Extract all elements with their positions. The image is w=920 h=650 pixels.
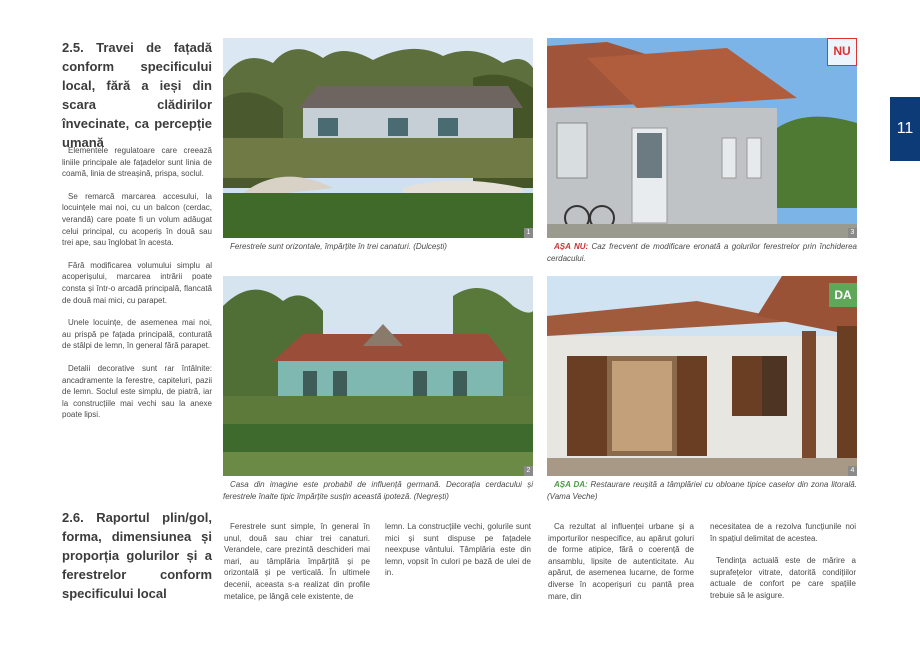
photo-number-badge: 1 <box>524 228 533 238</box>
caption-text: Caz frecvent de modificare eronată a golurilor ferestrelor prin închiderea cerdacului. <box>547 242 857 263</box>
paragraph: necesitatea de a rezolva funcțiunile noi în spațiul delimitat de acestea. <box>710 522 856 543</box>
photo-2 <box>223 276 533 476</box>
body-column-4 <box>710 521 856 613</box>
paragraph: Detalii decorative sunt rar întâlnite: ancadramente la ferestre, capiteluri, pazii de lemn. Soclul este simplu, de piatră, iar la construcțiile mai vechi sau la anexe poate lipsi. <box>62 363 212 420</box>
section-title-2-5: 2.5. Travei de fațadă conform specificului local, fără a ieși din scara clădirilor învecinate, ca percepție umană <box>62 40 212 150</box>
paragraph: Fără modificarea volumului simplu al acoperișului, marcarea intrării poate consta și într-o arcadă principală, flancată de două mai mici, cu parapet. <box>62 260 212 305</box>
paragraph: Ferestrele sunt simple, în general în unul, două sau chiar trei canaturi. Verandele, care prezintă deschideri mai mari, au tâmplăria împărțită și pe orizontală și pe verticală. În ultimele decenii, aceasta s-a realizat din profile metalice, pe lângă cele existente, de <box>224 522 370 601</box>
photo-3 <box>547 38 857 238</box>
nu-badge: NU <box>827 38 857 66</box>
page-number-tab: 11 <box>890 97 920 161</box>
da-badge: DA <box>829 283 857 307</box>
paragraph: Unele locuințe, de asemenea mai noi, au prispă pe fațada principală, conturată de stâlpi de lemn, în general fără parapet. <box>62 318 212 351</box>
photo-4-caption <box>547 479 857 502</box>
left-text-column <box>62 145 212 432</box>
caption-text: Restaurare reușită a tâmplăriei cu obloane tipice caselor din zona litorală. (Vama Veche) <box>547 480 857 501</box>
photo-2-caption: Casa din imagine este probabil de influență germană. Decorația cerdacului și ferestrele înalte tipic împărțite susțin această ipoteză. (Negrești) <box>223 480 533 501</box>
paragraph: Se remarcă marcarea accesului, la locuințele mai noi, cu un balcon (cerdac, verandă) care poate fi un volum adăugat celui principal, cu acoperiș în două sau trei ape, sau înglobat în acesta. <box>62 191 212 248</box>
photo-number-badge: 2 <box>524 466 533 476</box>
section-title-2-6: 2.6. Raportul plin/gol, forma, dimensiunea și proporția golurilor și a ferestrelor conform specificului local <box>62 510 212 601</box>
paragraph: Ca rezultat al influenței urbane și a importurilor nespecifice, au apărut goluri de forme atipice, fără o coerență de ansamblu, lipsite de autenticitate. Au apărut, de asemenea lucarne, de forme diverse în acoperișuri cu pantă prea mare, din <box>548 522 694 601</box>
paragraph: lemn. La construcțiile vechi, golurile sunt mici și sunt dispuse pe fațadele neexpuse vântului. Tâmplăria este din lemn, vopsit în culori pe bază de ulei de in. <box>385 522 531 578</box>
body-column-2 <box>385 521 531 590</box>
photo-number-badge: 4 <box>848 466 857 476</box>
paragraph: Elementele regulatoare care creează liniile principale ale fațadelor sunt linia de coamă, linia de streașină, prispa, soclul. <box>62 146 212 179</box>
photo-1-caption: Ferestrele sunt orizontale, împărțite în trei canaturi. (Dulcești) <box>230 242 447 251</box>
caption-lead-da: AȘA DA: <box>554 480 588 489</box>
paragraph: Tendința actuală este de mărire a suprafețelor vitrate, datorită condițiilor actuale de confort pe care spațiile trebuie să le asigure. <box>710 556 856 600</box>
caption-lead-nu: AȘA NU: <box>554 242 589 251</box>
body-column-3 <box>548 521 694 613</box>
photo-3-caption <box>547 241 857 264</box>
photo-1 <box>223 38 533 238</box>
photo-4 <box>547 276 857 476</box>
body-column-1 <box>224 521 370 613</box>
photo-number-badge: 3 <box>848 228 857 238</box>
